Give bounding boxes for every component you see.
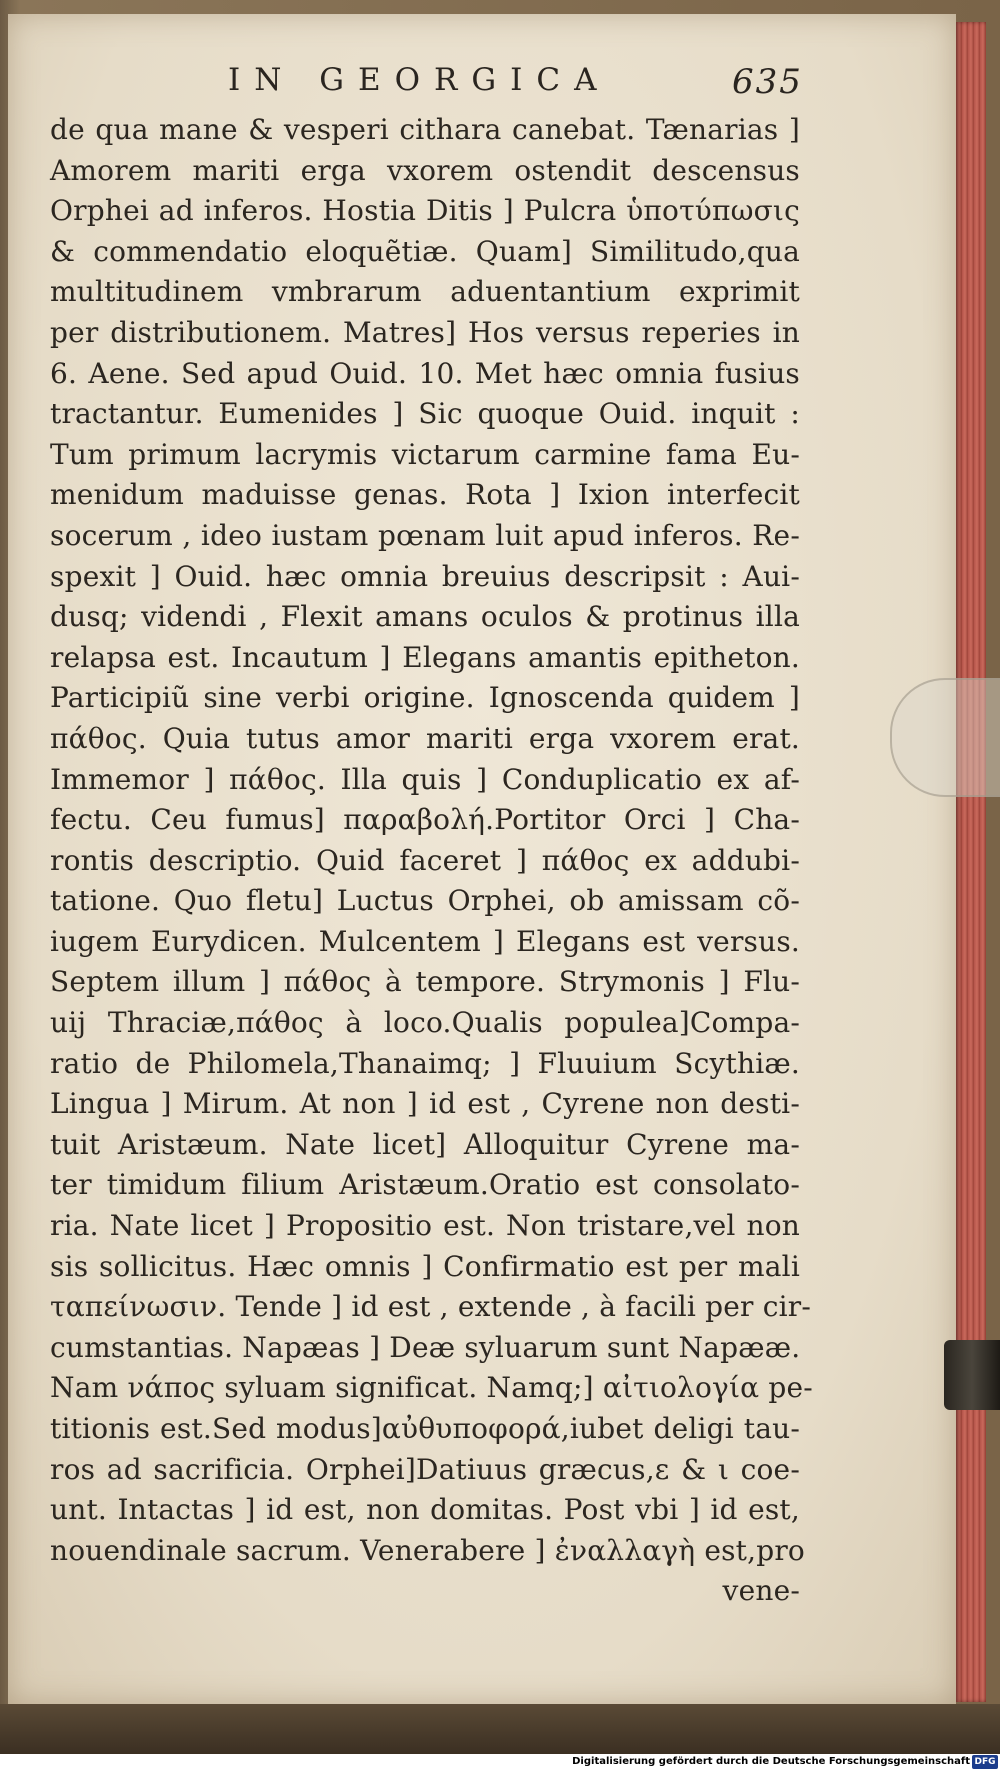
text-line: Orphei ad inferos. Hostia Ditis ] Pulcra ὑποτύπωσις [50,194,800,228]
text-line: 6. Aene. Sed apud Ouid. 10. Met hæc omnia fusius [50,356,800,390]
binding-clip [944,1340,1000,1410]
text-line: Lingua ] Mirum. At non ] id est , Cyrene non desti- [50,1087,800,1121]
text-line: nouendinale sacrum. Venerabere ] ἐναλλαγὴ est,pro [50,1533,805,1567]
page-edge-gilt [956,22,986,1702]
text-line: fectu. Ceu fumus] παραβολή.Portitor Orci ] Cha- [50,803,800,837]
text-line: uij Thraciæ,πάθος à loco.Qualis populea]Compa- [50,1006,800,1040]
text-line: ros ad sacrificia. Orphei]Datiuus græcus,ε & ι coe- [50,1452,800,1486]
text-line: tractantur. Eumenides ] Sic quoque Ouid. inquit : [50,397,800,431]
text-line: ταπείνωσιν. Tende ] id est , extende , à facili per cir- [50,1290,812,1324]
text-line: Nam νάπος syluam significat. Namq;] αἰτιολογία pe- [50,1371,813,1405]
text-line: Amorem mariti erga vxorem ostendit descensus [50,153,800,187]
running-title: IN GEORGICA [228,62,611,98]
text-line: ter timidum filium Aristæum.Oratio est consolato- [50,1168,800,1202]
page-number: 635 [732,62,803,102]
text-line: menidum maduisse genas. Rota ] Ixion interfecit [50,478,800,512]
transparent-clasp [890,678,1000,797]
text-line: cumstantias. Napæas ] Deæ syluarum sunt Napææ. [50,1330,801,1364]
binding-bottom [0,1704,1000,1754]
text-line: unt. Intactas ] id est, non domitas. Post vbi ] id est, [50,1493,800,1527]
text-line: ratio de Philomela,Thanaimq; ] Fluuium Scythiæ. [50,1046,800,1080]
text-line: Tum primum lacrymis victarum carmine fama Eu- [50,437,800,471]
footer-credit: Digitalisierung gefördert durch die Deutsche Forschungsgemeinschaft [572,1756,970,1767]
text-line: & commendatio eloquẽtiæ. Quam] Similitudo,qua [50,234,800,268]
text-line: socerum , ideo iustam pœnam luit apud inferos. Re- [50,518,800,552]
text-line: ria. Nate licet ] Propositio est. Non tristare,vel non [50,1209,800,1243]
text-line: tuit Aristæum. Nate licet] Alloquitur Cyrene ma- [50,1127,800,1161]
text-line: per distributionem. Matres] Hos versus reperies in [50,315,800,349]
text-line: Participiũ sine verbi origine. Ignoscenda quidem ] [50,681,800,715]
text-line: titionis est.Sed modus]αὐθυποφορά,iubet deligi tau- [50,1412,800,1445]
text-line: de qua mane & vesperi cithara canebat. Tænarias ] [50,113,800,146]
dfg-logo: DFG [972,1755,998,1769]
text-line: Immemor ] πάθος. Illa quis ] Conduplicatio ex af- [50,762,800,796]
text-line: rontis descriptio. Quid faceret ] πάθος ex addubi- [50,843,800,877]
text-line: spexit ] Ouid. hæc omnia breuius descripsit : Aui- [50,559,800,593]
text-line: vene- [722,1574,800,1608]
body-text [50,110,813,1612]
text-line: tatione. Quo fletu] Luctus Orphei, ob amissam cõ- [50,884,800,918]
text-line: multitudinem vmbrarum aduentantium exprimit [50,275,800,309]
text-line: relapsa est. Incautum ] Elegans amantis epitheton. [50,640,800,674]
text-line: sis sollicitus. Hæc omnis ] Confirmatio est per mali [50,1249,800,1283]
text-line: πάθος. Quia tutus amor mariti erga vxorem erat. [50,721,800,755]
text-line: iugem Eurydicen. Mulcentem ] Elegans est versus. [50,924,800,958]
text-line: Septem illum ] πάθος à tempore. Strymonis ] Flu- [50,965,800,999]
text-line: dusq; videndi , Flexit amans oculos & protinus illa [50,600,800,634]
